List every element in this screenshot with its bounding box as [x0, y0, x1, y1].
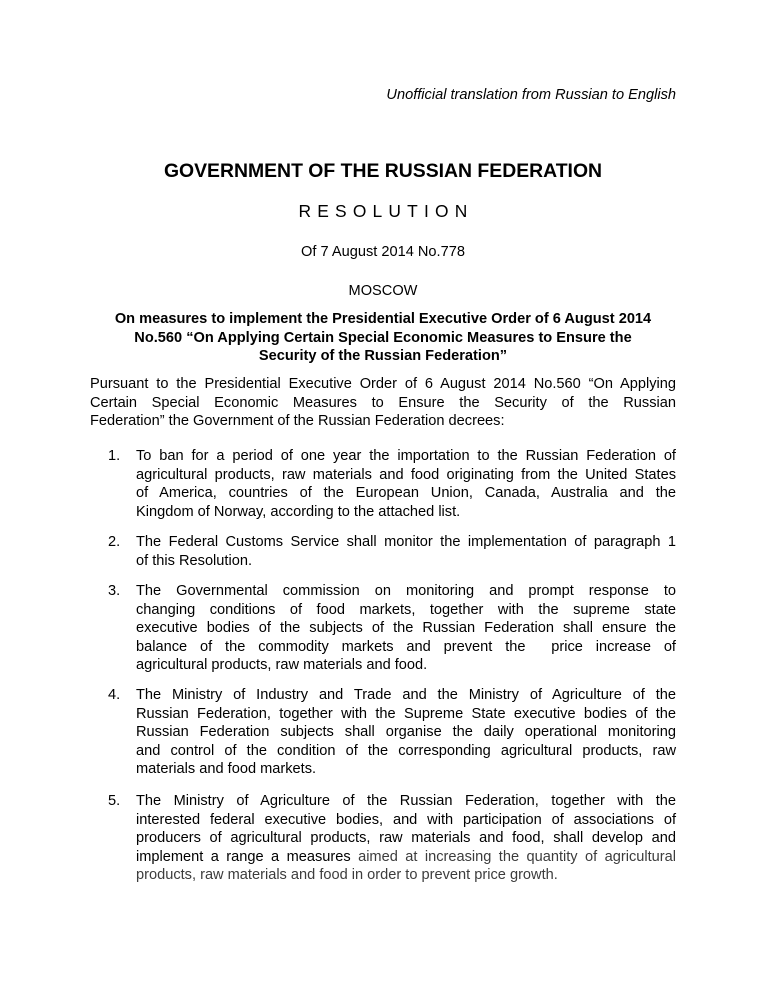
item-number: 2. — [108, 534, 121, 550]
document-page — [90, 0, 676, 994]
item-line: The Federal Customs Service shall monitor the implementation of paragraph 1 — [136, 534, 676, 550]
item-line-part: implement a range a measures — [136, 848, 359, 865]
item-line: and control of the condition of the corresponding agricultural products, raw — [136, 742, 676, 759]
item-line: interested federal executive bodies, and with participation of associations of — [136, 811, 676, 828]
item-line: agricultural products, raw materials and food originating from the United States — [136, 466, 676, 483]
item-number: 4. — [108, 687, 121, 703]
item-line: materials and food markets. — [136, 761, 317, 777]
subject-line: No.560 “On Applying Certain Special Economic Measures to Ensure the — [134, 329, 632, 346]
item-line: To ban for a period of one year the importation to the Russian Federation of — [136, 448, 676, 464]
government-title: GOVERNMENT OF THE RUSSIAN FEDERATION — [163, 160, 603, 182]
item-number: 3. — [108, 583, 121, 599]
subject-line: Security of the Russian Federation” — [258, 348, 508, 364]
item-mixed-line — [136, 848, 676, 867]
item-text — [136, 582, 676, 675]
item-line: changing conditions of food markets, together with the supreme state — [136, 601, 676, 618]
item-text — [136, 533, 676, 570]
item-line-part-highlight: aimed at increasing the quantity of agricultural — [358, 848, 677, 865]
item-text — [136, 686, 676, 779]
item-line: products, raw materials and food in order to prevent price growth. — [136, 867, 558, 883]
item-line: Russian Federation subjects shall organise the daily operational monitoring — [136, 724, 676, 740]
item-line: producers of agricultural products, raw materials and food, shall develop and — [136, 830, 676, 846]
item-text — [136, 447, 676, 521]
item-line: balance of the commodity markets and prevent the price increase of — [136, 638, 676, 655]
city: MOSCOW — [348, 283, 418, 299]
preamble-line: Certain Special Economic Measures to Ensure the Security of the Russian — [90, 394, 676, 411]
item-line: The Governmental commission on monitoring and prompt response to — [136, 583, 676, 599]
item-line: agricultural products, raw materials and food. — [136, 657, 428, 673]
item-number: 5. — [108, 793, 121, 809]
item-line: The Ministry of Industry and Trade and the Ministry of Agriculture of the — [136, 687, 676, 703]
item-line: Kingdom of Norway, according to the attached list. — [136, 503, 461, 520]
item-line: of America, countries of the European Union, Canada, Australia and the — [136, 485, 676, 501]
item-number: 1. — [108, 448, 121, 464]
item-line: of this Resolution. — [136, 552, 253, 569]
item-line: The Ministry of Agriculture of the Russian Federation, together with the — [136, 793, 676, 809]
preamble-line: Pursuant to the Presidential Executive Order of 6 August 2014 No.560 “On Applying — [90, 376, 676, 392]
item-line: executive bodies of the subjects of the Russian Federation shall ensure the — [136, 620, 676, 636]
subject-line: On measures to implement the Presidential Executive Order of 6 August 2014 — [114, 311, 652, 327]
item-text — [136, 792, 676, 885]
document-type: RESOLUTION — [298, 201, 474, 221]
resolution-date: Of 7 August 2014 No.778 — [301, 244, 465, 260]
translation-note: Unofficial translation from Russian to English — [386, 87, 676, 103]
preamble — [90, 375, 676, 431]
resolution-subject — [90, 310, 676, 366]
item-line: Russian Federation, together with the Supreme State executive bodies of the — [136, 705, 676, 722]
preamble-line: Federation” the Government of the Russian Federation decrees: — [90, 413, 505, 429]
